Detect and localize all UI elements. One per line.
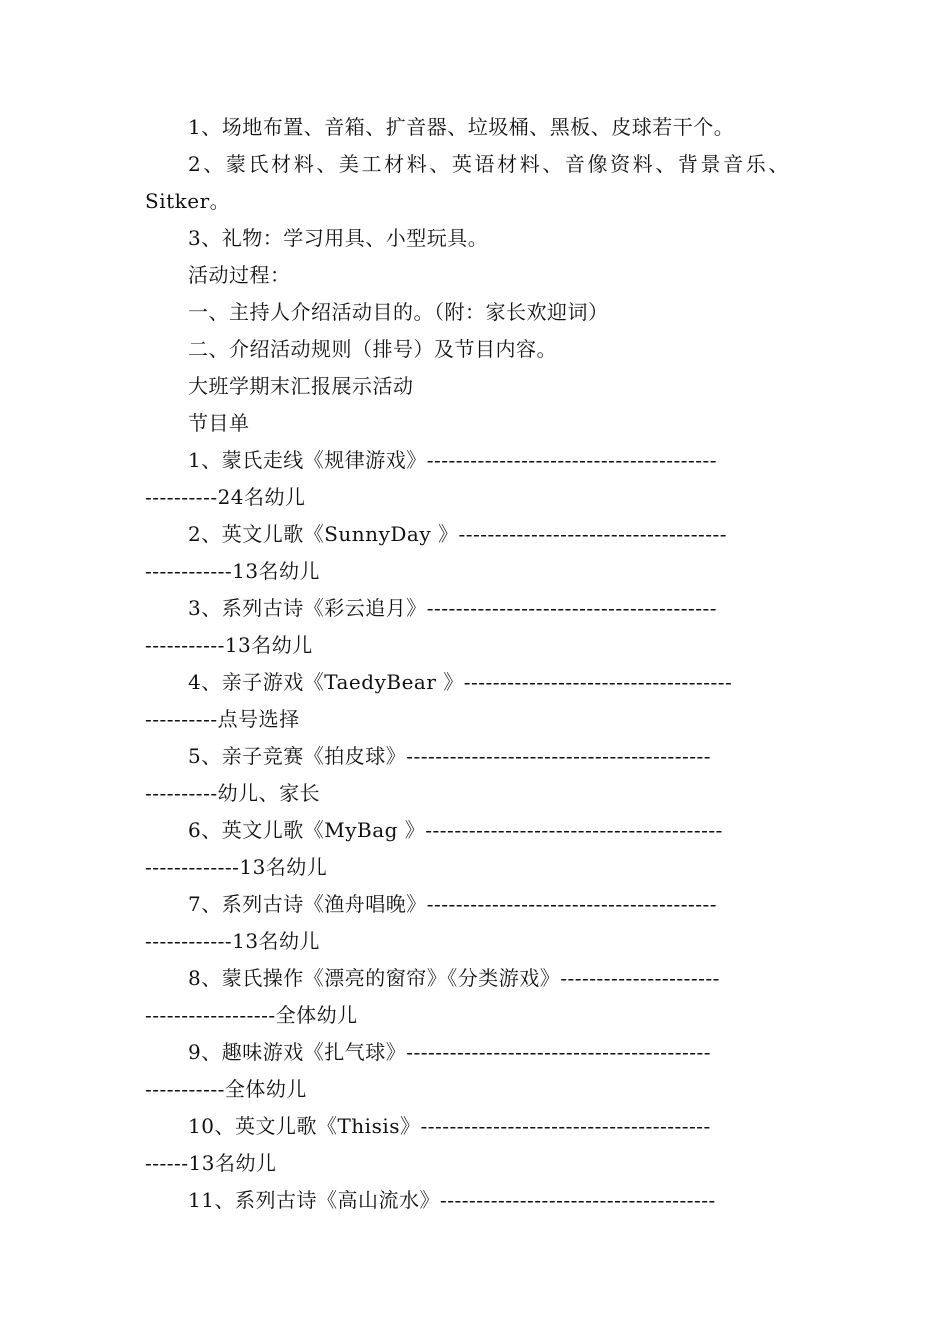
program-item-10-performers: ------13名幼儿 xyxy=(145,1151,277,1175)
program-item-8: 8、蒙氏操作《漂亮的窗帘》《分类游戏》---------------------- xyxy=(188,966,720,990)
program-item-1-performers: ----------24名幼儿 xyxy=(145,485,306,509)
program-item-4: 4、亲子游戏《TaedyBear 》------------------------------------- xyxy=(188,670,733,694)
program-item-10: 10、英文儿歌《Thisis》---------------------------------------- xyxy=(188,1114,711,1138)
program-item-8-performers: ------------------全体幼儿 xyxy=(145,1003,358,1027)
materials-item-2-continued: Sitker。 xyxy=(145,189,231,213)
program-title: 大班学期末汇报展示活动 xyxy=(188,374,414,398)
program-item-6: 6、英文儿歌《MyBag 》----------------------------------------- xyxy=(188,818,723,842)
process-heading: 活动过程： xyxy=(188,263,291,287)
program-item-9-performers: -----------全体幼儿 xyxy=(145,1077,307,1101)
program-subtitle: 节目单 xyxy=(188,411,250,435)
program-item-7-performers: ------------13名幼儿 xyxy=(145,929,321,953)
program-item-5: 5、亲子竞赛《拍皮球》------------------------------------------ xyxy=(188,744,712,768)
materials-item-1: 1、场地布置、音箱、扩音器、垃圾桶、黑板、皮球若干个。 xyxy=(188,115,735,139)
program-item-5-performers: ----------幼儿、家长 xyxy=(145,781,321,805)
materials-item-3: 3、礼物：学习用具、小型玩具。 xyxy=(188,226,489,250)
program-item-1: 1、蒙氏走线《规律游戏》---------------------------------------- xyxy=(188,448,718,472)
program-item-3-performers: -----------13名幼儿 xyxy=(145,633,313,657)
materials-item-2: 2、蒙氏材料、美工材料、英语材料、音像资料、背景音乐、 xyxy=(188,152,791,176)
program-item-7: 7、系列古诗《渔舟唱晚》---------------------------------------- xyxy=(188,892,718,916)
program-item-2-performers: ------------13名幼儿 xyxy=(145,559,321,583)
program-item-11: 11、系列古诗《高山流水》-------------------------------------- xyxy=(188,1188,716,1212)
program-item-2: 2、英文儿歌《SunnyDay 》------------------------------------- xyxy=(188,522,728,546)
program-item-4-performers: ----------点号选择 xyxy=(145,707,300,731)
step-2: 二、介绍活动规则（排号）及节目内容。 xyxy=(188,337,557,361)
program-item-9: 9、趣味游戏《扎气球》------------------------------------------ xyxy=(188,1040,712,1064)
step-1: 一、主持人介绍活动目的。（附：家长欢迎词） xyxy=(188,300,609,324)
program-item-3: 3、系列古诗《彩云追月》---------------------------------------- xyxy=(188,596,718,620)
program-item-6-performers: -------------13名幼儿 xyxy=(145,855,328,879)
